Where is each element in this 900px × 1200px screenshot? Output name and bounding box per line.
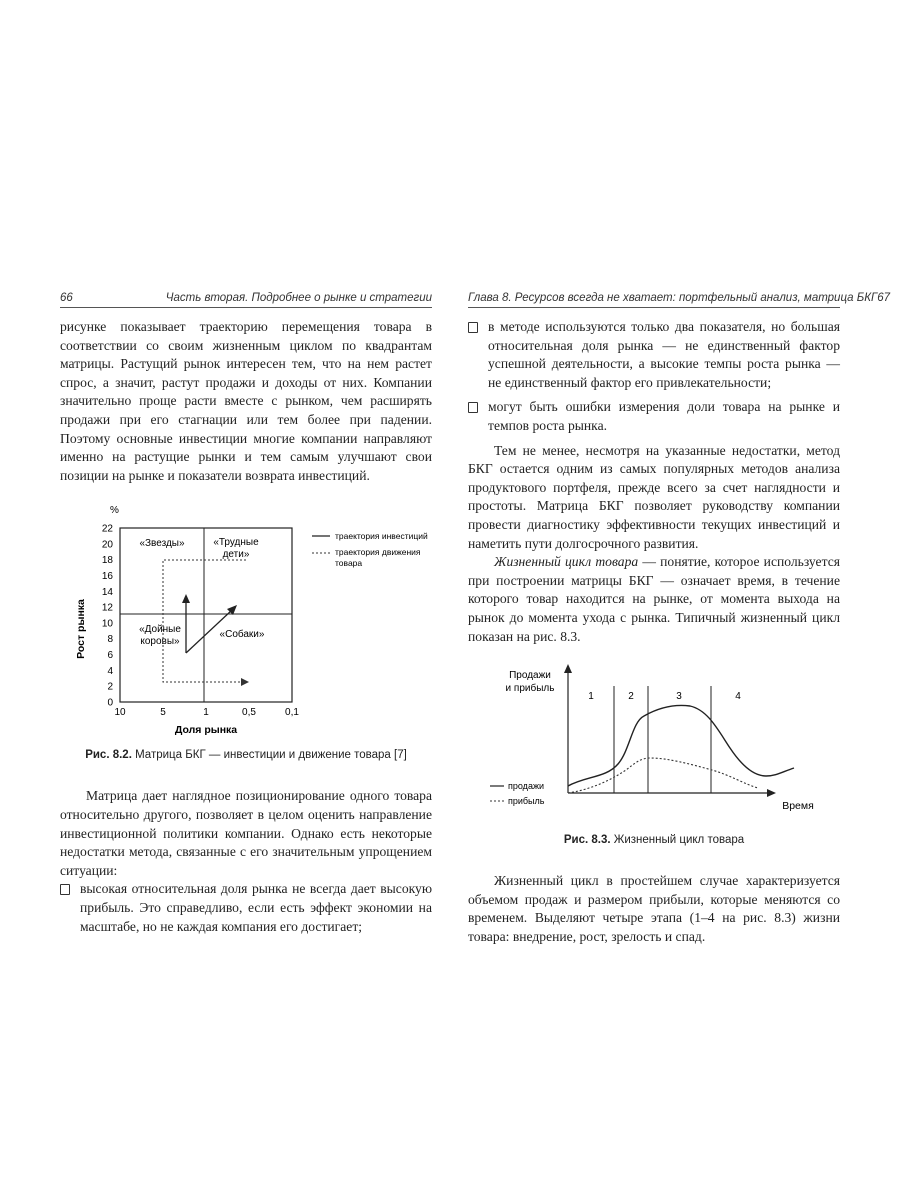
x-tick-label: 10 bbox=[114, 707, 126, 719]
bullet-item-3 bbox=[468, 398, 840, 435]
legend-investment-label: траектория инвестиций bbox=[335, 531, 428, 542]
lc-y-axis-title-2: и прибыль bbox=[505, 683, 555, 695]
figure-8-2-caption-text: Матрица БКГ — инвестиции и движение товара [7] bbox=[131, 749, 407, 762]
bullet-box-icon bbox=[60, 884, 70, 895]
x-tick-label: 0,5 bbox=[242, 707, 256, 719]
bullet-item-3-text: могут быть ошибки измерения доли товара на рынке и темпов роста рынка. bbox=[488, 399, 840, 433]
y-tick-label: 20 bbox=[101, 539, 113, 551]
x-tick-label: 5 bbox=[160, 707, 166, 719]
stage-label-3: 3 bbox=[676, 691, 682, 703]
right-running-head bbox=[468, 292, 891, 308]
left-paragraph-1: рисунке показывает траекторию перемещения товара в соответствии со своим жизненным циклом по квадрантам матрицы. Растущий рынок интересен тем, что на нем растет спрос, а значит, растут продажи и доходы от них. Компании значительно проще расти вместе с рынком, чем расширять продажи при его стагнации или тем более при падении. Поэтому основные инвестиции многие компании направляют именно на растущие рынки и тем самым улучшают свои позиции на рынке и показатели возврата инвестиций. bbox=[60, 319, 432, 483]
figure-8-3-caption-text: Жизненный цикл товара bbox=[610, 834, 745, 847]
quadrant-question-label-1: «Трудные bbox=[213, 537, 259, 549]
right-paragraph-5: Жизненный цикл в простейшем случае характеризуется объемом продаж и размером прибыли, которые меняются со временем. Выделяют четыре этапа (1–4 на рис. 8.3) жизни товара: внедрение, рост, зрелость и спад. bbox=[468, 873, 840, 944]
bullet-item-2 bbox=[468, 318, 840, 392]
right-paragraph-3: Тем не менее, несмотря на указанные недостатки, метод БКГ остается одним из самых популярных методов анализа продуктового портфеля, прежде всего за счет наглядности и простоты. Матрица БКГ позволяет руководству компании провести диагностику эффективности текущих инвестиций и наметить пути долгосрочного развития. bbox=[468, 442, 840, 551]
stage-label-4: 4 bbox=[735, 691, 741, 703]
bullet-item-1-text: высокая относительная доля рынка не всегда дает высокую прибыль. Это справедливо, если есть эффект экономии на масштабе, но не каждая компания его достигает; bbox=[80, 881, 432, 934]
y-tick-label: 0 bbox=[107, 697, 113, 709]
stage-label-2: 2 bbox=[628, 691, 634, 703]
legend-profit-label: прибыль bbox=[508, 796, 545, 807]
bcg-matrix-figure bbox=[60, 499, 432, 747]
y-tick-label: 2 bbox=[107, 682, 113, 694]
legend-movement-label-2: товара bbox=[335, 558, 363, 569]
y-tick-label: 14 bbox=[101, 587, 113, 599]
term-product-life-cycle: Жизненный цикл товара bbox=[494, 554, 639, 570]
sales-curve bbox=[568, 706, 794, 787]
bullet-box-icon bbox=[468, 322, 478, 333]
y-tick-label: 4 bbox=[107, 666, 113, 678]
y-tick-label: 10 bbox=[101, 618, 113, 630]
quadrant-dogs-label: «Собаки» bbox=[219, 629, 265, 641]
legend-sales-label: продажи bbox=[508, 781, 544, 792]
right-paragraph-4-text: — понятие, которое используется при построении матрицы БКГ — означает время, в течение которого товар находится на рынке, от момента выхода на рынок до момента ухода с рынка. Типичный жизненный цикл показан на рис. 8.3. bbox=[468, 554, 840, 644]
lc-x-axis-title: Время bbox=[782, 800, 814, 813]
figure-8-3-caption bbox=[468, 834, 840, 846]
quadrant-cows-label-1: «Дойные bbox=[139, 624, 181, 636]
y-tick-label: 8 bbox=[107, 634, 113, 646]
quadrant-question-label-2: дети» bbox=[222, 549, 250, 561]
lc-y-axis-title-1: Продажи bbox=[509, 670, 551, 682]
left-paragraph-2: Матрица дает наглядное позиционирование одного товара относительно другого, позволяет в целом оценить направление инвестиционной политики компании. Однако есть некоторые недостатки метода, связанные с его значительным упрощением ситуации: bbox=[60, 788, 432, 878]
figure-8-2-caption bbox=[60, 749, 432, 761]
y-ticks bbox=[102, 524, 114, 709]
left-running-title: Часть вторая. Подробнее о рынке и стратегии bbox=[165, 292, 432, 304]
x-tick-label: 1 bbox=[203, 707, 209, 719]
left-running-head bbox=[60, 292, 432, 308]
matrix-frame bbox=[120, 528, 292, 702]
right-page bbox=[468, 292, 891, 946]
lc-y-axis-arrowhead bbox=[564, 664, 572, 673]
movement-arrowhead bbox=[241, 678, 249, 686]
lc-x-axis-arrowhead bbox=[767, 789, 776, 797]
quadrant-stars-label: «Звезды» bbox=[139, 538, 185, 550]
bcg-matrix-chart bbox=[60, 499, 432, 747]
y-tick-label: 22 bbox=[101, 523, 113, 535]
y-tick-label: 18 bbox=[101, 555, 113, 567]
life-cycle-figure bbox=[468, 664, 840, 834]
right-page-number: 67 bbox=[877, 292, 891, 304]
x-axis-title: Доля рынка bbox=[174, 724, 238, 737]
figure-8-2-caption-label: Рис. 8.2. bbox=[85, 749, 132, 762]
life-cycle-chart bbox=[468, 664, 840, 834]
quadrant-cows-label-2: коровы» bbox=[140, 636, 180, 648]
x-tick-label: 0,1 bbox=[285, 707, 299, 719]
right-running-title: Глава 8. Ресурсов всегда не хватает: портфельный анализ, матрица БКГ bbox=[468, 292, 878, 304]
bullet-item-1 bbox=[60, 880, 432, 936]
right-paragraph-4 bbox=[468, 553, 840, 646]
y-unit-label: % bbox=[110, 505, 119, 517]
y-tick-label: 16 bbox=[101, 571, 113, 583]
left-page bbox=[60, 292, 432, 936]
left-page-number: 66 bbox=[60, 292, 73, 304]
x-ticks bbox=[114, 707, 299, 718]
investment-arrowhead-up bbox=[182, 594, 190, 603]
y-tick-label: 6 bbox=[107, 650, 113, 662]
bullet-box-icon bbox=[468, 402, 478, 413]
figure-8-3-caption-label: Рис. 8.3. bbox=[563, 834, 611, 847]
stage-label-1: 1 bbox=[588, 691, 594, 703]
y-tick-label: 12 bbox=[101, 602, 113, 614]
legend-movement-label-1: траектория движения bbox=[335, 547, 421, 558]
y-axis-title: Рост рынка bbox=[75, 599, 87, 660]
bullet-item-2-text: в методе используются только два показателя, но большая относительная доля рынка — не единственный фактор успешной деятельности, а высокие темпы роста рынка — не единственный фактор его привлекательности; bbox=[488, 319, 840, 390]
